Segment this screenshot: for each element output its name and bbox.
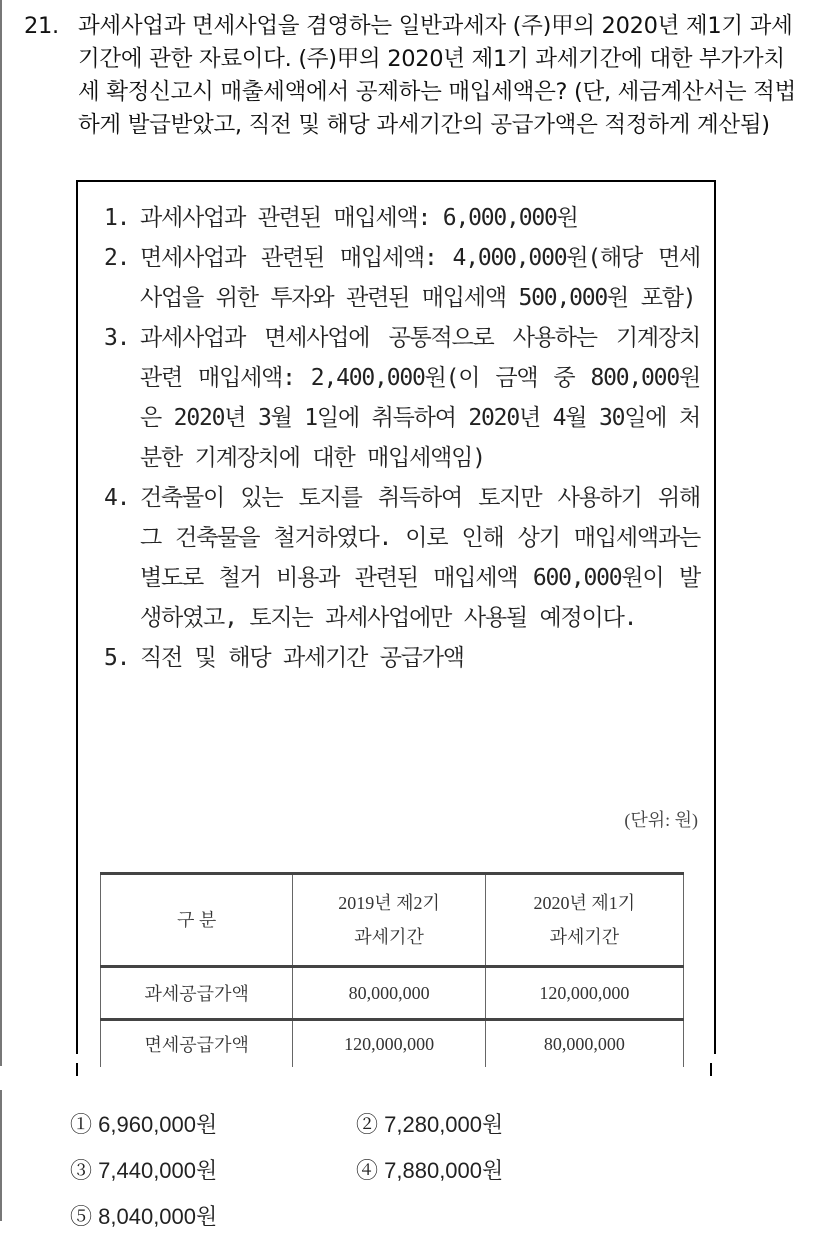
item-text: 면세사업과 관련된 매입세액: 4,000,000원(해당 면세사업을 위한 투자와 관련된 매입세액 500,000원 포함)	[140, 245, 700, 311]
item-number: 1.	[104, 205, 130, 231]
unit-label: (단위: 원)	[624, 810, 698, 830]
row-label: 면세공급가액	[101, 1020, 293, 1068]
question-number: 21.	[24, 13, 59, 39]
choice-mark: ④	[356, 1158, 379, 1183]
item-number: 5.	[104, 645, 130, 671]
data-item-5	[104, 638, 700, 678]
data-item-1	[104, 198, 700, 238]
choice-mark: ③	[70, 1158, 93, 1183]
table-row	[101, 1020, 684, 1068]
question-stem: 과세사업과 면세사업을 겸영하는 일반과세자 (주)甲의 2020년 제1기 과세기간에 관한 자료이다. (주)甲의 2020년 제1기 과세기간에 대한 부가가치세 확정신고시 매출세액에서 공제하는 매입세액은? (단, 세금계산서는 적법하게 발급받았고, 직전 및 해당 과세기간의 공급가액은 적정하게 계산됨)	[78, 13, 796, 138]
table-header-row	[101, 874, 684, 967]
page-left-border	[0, 0, 2, 1066]
item-number: 4.	[104, 485, 130, 511]
choice-value: 7,280,000원	[384, 1112, 504, 1137]
data-items	[104, 198, 700, 678]
row-label: 과세공급가액	[101, 967, 293, 1020]
item-number: 2.	[104, 245, 130, 271]
row-curr: 120,000,000	[485, 967, 683, 1020]
choice-5[interactable]	[70, 1194, 217, 1240]
page-left-border-lower	[0, 1090, 2, 1221]
choice-1[interactable]	[70, 1102, 217, 1148]
header-category: 구 분	[101, 874, 293, 967]
choice-mark: ⑤	[70, 1204, 93, 1229]
header-2019-2	[293, 874, 485, 967]
choice-2[interactable]	[356, 1102, 503, 1148]
row-curr: 80,000,000	[485, 1020, 683, 1068]
choice-mark: ②	[356, 1112, 379, 1137]
data-box	[76, 180, 716, 1054]
choice-value: 7,440,000원	[98, 1158, 218, 1183]
choice-3[interactable]	[70, 1148, 217, 1194]
row-prev: 80,000,000	[293, 967, 485, 1020]
item-text: 직전 및 해당 과세기간 공급가액	[140, 645, 464, 671]
choice-mark: ①	[70, 1112, 93, 1137]
item-number: 3.	[104, 325, 130, 351]
item-text: 과세사업과 면세사업에 공통적으로 사용하는 기계장치 관련 매입세액: 2,400,000원(이 금액 중 800,000원은 2020년 3월 1일에 취득하여 2020년 4월 30일에 처분한 기계장치에 대한 매입세액임)	[140, 325, 700, 471]
table-row	[101, 967, 684, 1020]
data-item-2	[104, 238, 700, 318]
data-item-4	[104, 478, 700, 638]
supply-value-table	[100, 872, 684, 1067]
question	[24, 10, 804, 142]
choice-value: 6,960,000원	[98, 1112, 218, 1137]
header-2020-1	[485, 874, 683, 967]
box-border-fragment-right	[710, 1063, 712, 1076]
header-2020-1-line1: 2020년 제1기	[533, 893, 636, 913]
header-2019-2-line1: 2019년 제2기	[338, 893, 440, 913]
choice-4[interactable]	[356, 1148, 503, 1194]
box-border-fragment-left	[76, 1063, 78, 1076]
header-2019-2-line2: 과세기간	[354, 927, 424, 947]
choice-value: 8,040,000원	[98, 1204, 218, 1229]
choice-value: 7,880,000원	[384, 1158, 504, 1183]
header-2020-1-line2: 과세기간	[549, 927, 620, 947]
data-item-3	[104, 318, 700, 478]
item-text: 건축물이 있는 토지를 취득하여 토지만 사용하기 위해 그 건축물을 철거하였다. 이로 인해 상기 매입세액과는 별도로 철거 비용과 관련된 매입세액 600,000원이 발생하였고, 토지는 과세사업에만 사용될 예정이다.	[140, 485, 700, 631]
item-text: 과세사업과 관련된 매입세액: 6,000,000원	[140, 205, 578, 231]
row-prev: 120,000,000	[293, 1020, 485, 1068]
